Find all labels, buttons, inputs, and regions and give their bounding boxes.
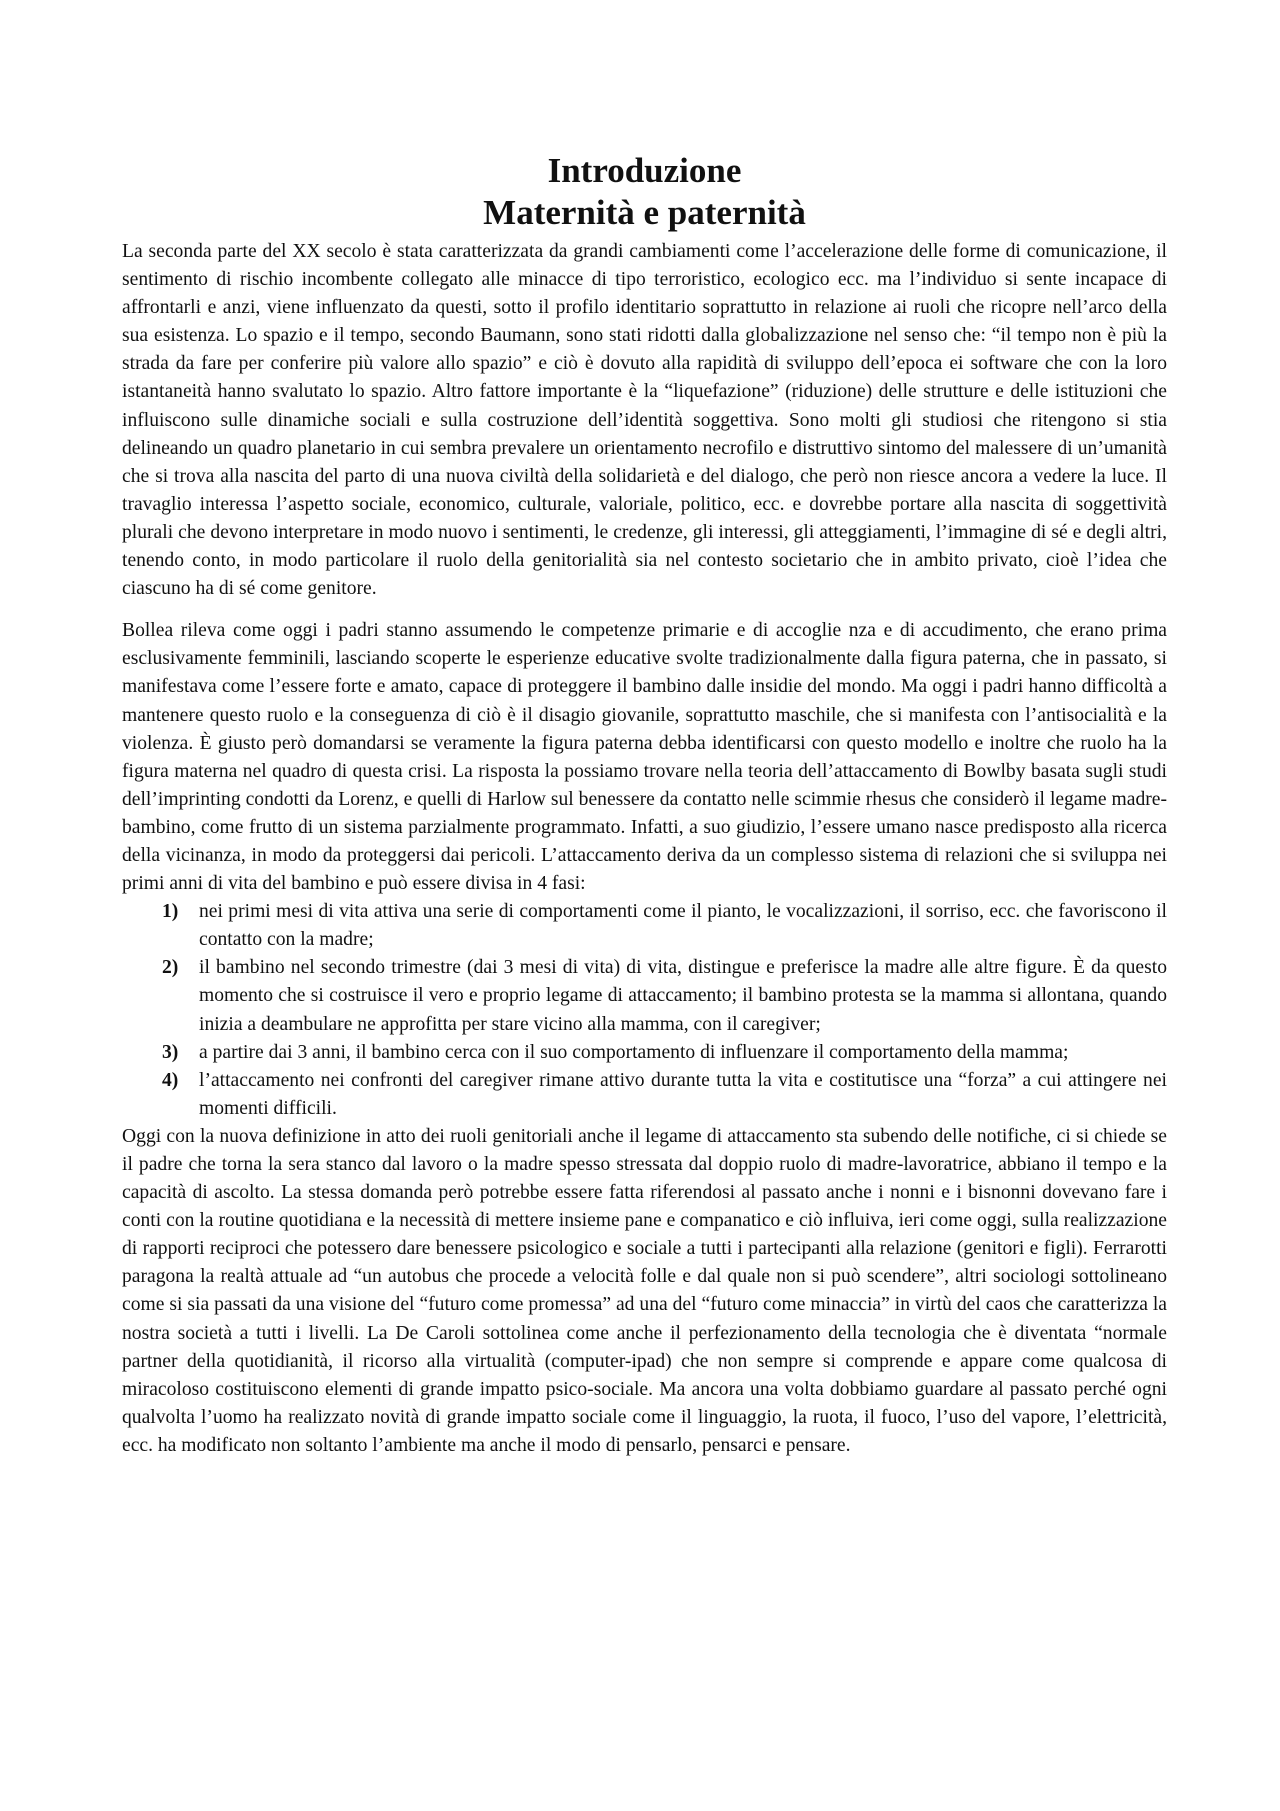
document-page bbox=[122, 150, 1167, 1460]
list-item bbox=[122, 954, 1167, 1038]
list-item-text: nei primi mesi di vita attiva una serie di comportamenti come il pianto, le vocalizzazioni, il sorriso, ecc. che favoriscono il contatto con la madre; bbox=[199, 901, 1167, 951]
list-item-text: a partire dai 3 anni, il bambino cerca con il suo comportamento di influenzare il comportamento della mamma; bbox=[199, 1041, 1069, 1063]
list-item-number: 1) bbox=[162, 901, 179, 923]
paragraph-bollea: Bollea rileva come oggi i padri stanno assumendo le competenze primarie e di accoglie nza e di accudimento, che erano prima esclusivamente femminili, lasciando scoperte le esperienze educative svolte tradizionalmente dalla figura paterna, che in passato, si manifestava come l’essere forte e amato, capace di proteggere il bambino dalle insidie del mondo. Ma oggi i padri hanno difficoltà a mantenere questo ruolo e la conseguenza di ciò è il disagio giovanile, soprattutto maschile, che si manifesta con l’antisocialità e la violenza. È giusto però domandarsi se veramente la figura paterna debba identificarsi con questo modello e inoltre che ruolo ha la figura materna nel quadro di questa crisi. La risposta la possiamo trovare nella teoria dell’attaccamento di Bowlby basata sugli studi dell’imprinting condotti da Lorenz, e quelli di Harlow sul benessere da contatto nelle scimmie rhesus che considerò il legame madre-bambino, come frutto di un sistema parzialmente programmato. Infatti, a suo giudizio, l’essere umano nasce predisposto alla ricerca della vicinanza, in modo da proteggersi dai pericoli. L’attaccamento deriva da un complesso sistema di relazioni che si sviluppa nei primi anni di vita del bambino e può essere divisa in 4 fasi: bbox=[122, 620, 1167, 895]
list-item-number: 4) bbox=[162, 1069, 179, 1091]
list-item-text: l’attaccamento nei confronti del caregiver rimane attivo durante tutta la vita e costitutisce una “forza” a cui attingere nei momenti difficili. bbox=[199, 1069, 1167, 1119]
list-item-number: 3) bbox=[162, 1041, 179, 1063]
list-item bbox=[122, 1039, 1167, 1067]
list-item-text: il bambino nel secondo trimestre (dai 3 mesi di vita) di vita, distingue e preferisce la madre alle altre figure. È da questo momento che si costruisce il vero e proprio legame di attaccamento; il bambino protesta se la mamma si allontana, quando inizia a deambulare ne approfitta per stare vicino alla mamma, con il caregiver; bbox=[199, 957, 1167, 1035]
document-subtitle: Maternità e paternità bbox=[483, 193, 806, 232]
paragraph-intro: La seconda parte del XX secolo è stata caratterizzata da grandi cambiamenti come l’accelerazione delle forme di comunicazione, il sentimento di rischio incombente collegato alle minacce di tipo terroristico, ecologico ecc. ma l’individuo si sente incapace di affrontarli e anzi, viene influenzato da questi, sotto il profilo identitario soprattutto in relazione ai ruoli che ricopre nell’arco della sua esistenza. Lo spazio e il tempo, secondo Baumann, sono stati ridotti dalla globalizzazione nel senso che: “il tempo non è più la strada da fare per conferire più valore allo spazio” e ciò è dovuto alla rapidità di sviluppo dell’epoca ei software che con la loro istantaneità hanno svalutato lo spazio. Altro fattore importante è la “liquefazione” (riduzione) delle strutture e delle istituzioni che influiscono sulle dinamiche sociali e sulla costruzione dell’identità soggettiva. Sono molti gli studiosi che ritengono si stia delineando un quadro planetario in cui sembra prevalere un orientamento necrofilo e distruttivo sintomo del malessere di un’umanità che si trova alla nascita del parto di una nuova civiltà della solidarietà e del dialogo, che però non riesce ancora a vedere la luce. Il travaglio interessa l’aspetto sociale, economico, culturale, valoriale, politico, ecc. e dovrebbe portare alla nascita di soggettività plurali che devono interpretare in modo nuovo i sentimenti, le credenze, gli interessi, gli atteggiamenti, l’immagine di sé e degli altri, tenendo conto, in modo particolare il ruolo della genitorialità sia nel contesto societario che in ambito privato, cioè l’idea che ciascuno ha di sé come genitore. bbox=[122, 241, 1167, 600]
list-item bbox=[122, 1067, 1167, 1123]
list-item-number: 2) bbox=[162, 957, 179, 979]
list-item bbox=[122, 898, 1167, 954]
document-title: Introduzione bbox=[547, 151, 742, 190]
paragraph-conclusion: Oggi con la nuova definizione in atto dei ruoli genitoriali anche il legame di attaccamento sta subendo delle notifiche, ci si chiede se il padre che torna la sera stanco dal lavoro o la madre spesso stressata dal doppio ruolo di madre-lavoratrice, abbiano il tempo e la capacità di ascolto. La stessa domanda però potrebbe essere fatta riferendosi al passato anche i nonni e i bisnonni dovevano fare i conti con la routine quotidiana e la necessità di mettere insieme pane e companatico e ciò influiva, ieri come oggi, sulla realizzazione di rapporti reciproci che potessero dare benessere psicologico e sociale a tutti i partecipanti alla relazione (genitori e figli). Ferrarotti paragona la realtà attuale ad “un autobus che procede a velocità folle e dal quale non si può scendere”, altri sociologi sottolineano come si sia passati da una visione del “futuro come promessa” ad una del “futuro come minaccia” in virtù del caos che caratterizza la nostra società a tutti i livelli. La De Caroli sottolinea come anche il perfezionamento della tecnologia che è diventata “normale partner della quotidianità, il ricorso alla virtualità (computer-ipad) che non sempre si comprende e appare come qualcosa di miracoloso costituiscono elementi di grande impatto psico-sociale. Ma ancora una volta dobbiamo guardare al passato perché ogni qualvolta l’uomo ha realizzato novità di grande impatto sociale come il linguaggio, la ruota, il fuoco, l’uso del vapore, l’elettricità, ecc. ha modificato non soltanto l’ambiente ma anche il modo di pensarlo, pensarci e pensare. bbox=[122, 1125, 1167, 1456]
attachment-stages-list bbox=[122, 898, 1167, 1123]
